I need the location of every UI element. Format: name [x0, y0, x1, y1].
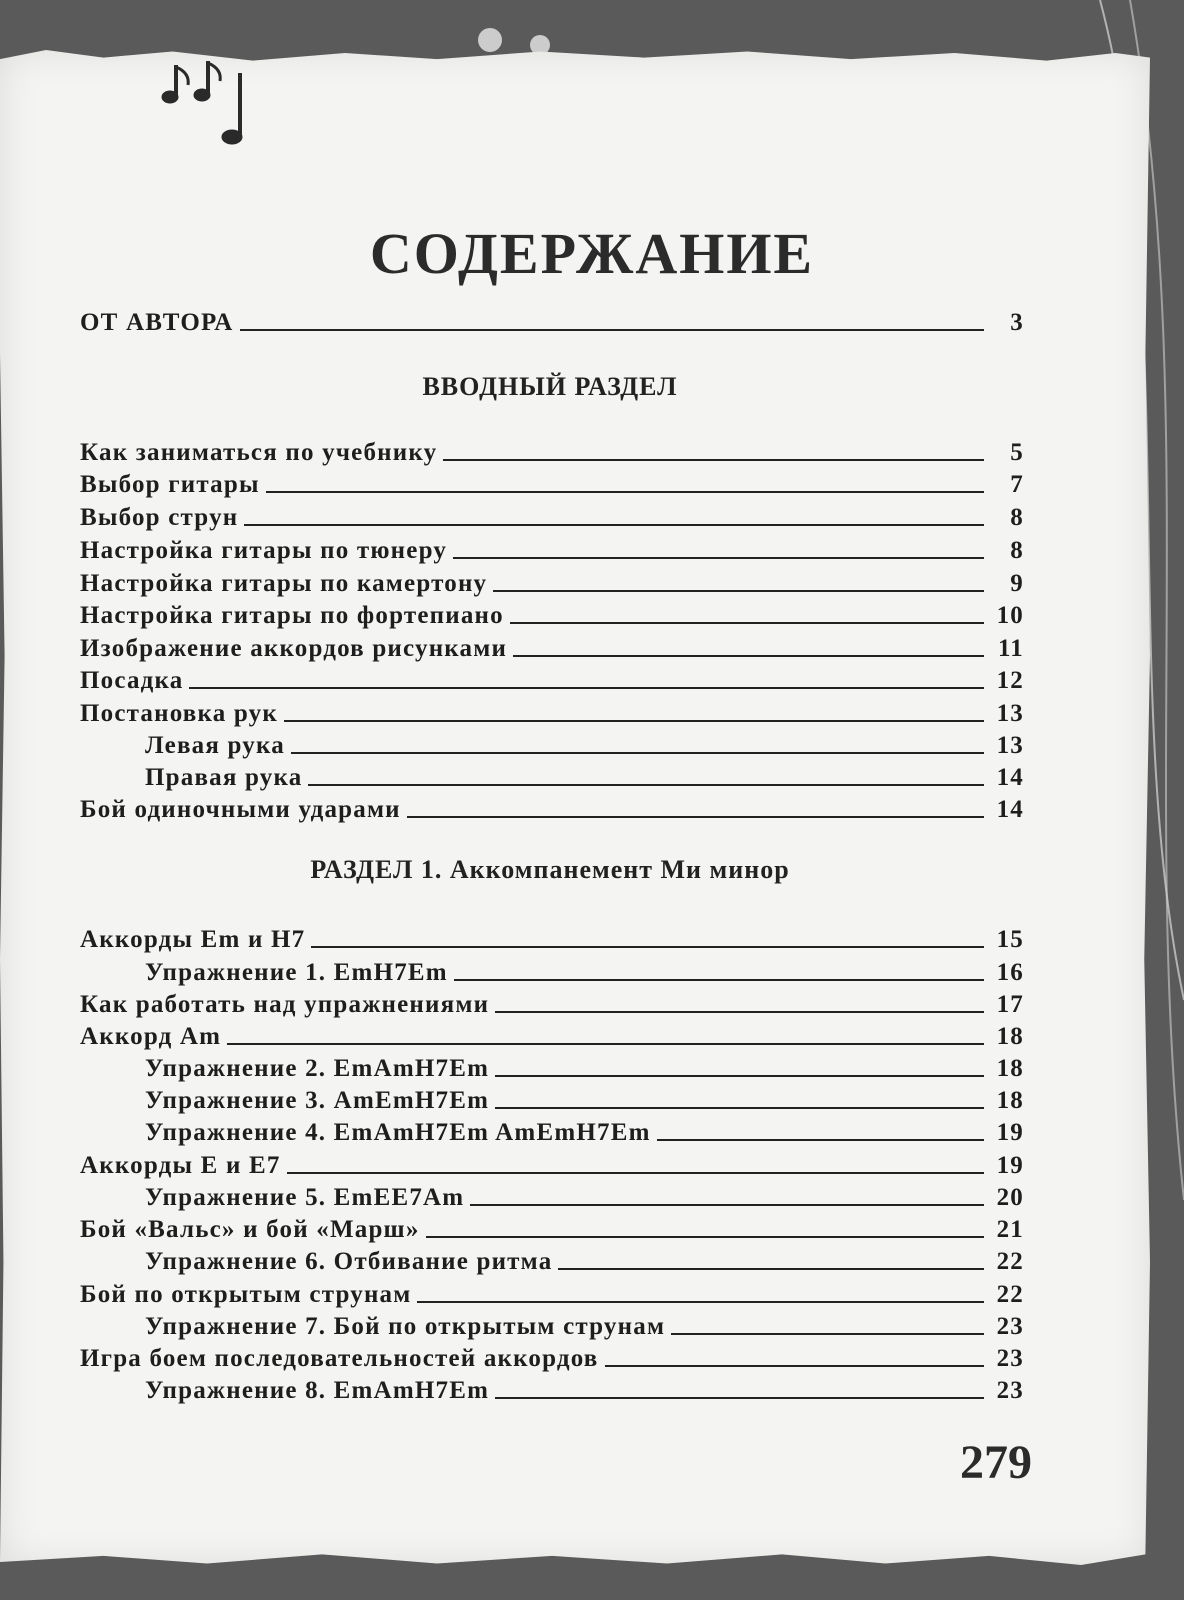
toc-entry[interactable]: [145, 955, 1024, 987]
toc-entry[interactable]: [80, 566, 1024, 598]
toc-entry[interactable]: [145, 1244, 1024, 1276]
toc-entry-page: 3: [1010, 309, 1024, 336]
toc-entry-page: 18: [996, 1055, 1024, 1082]
toc-entry-page: 17: [996, 991, 1024, 1018]
toc-entry-label: Как заниматься по учебнику: [80, 439, 438, 466]
toc-entry-page: 16: [996, 959, 1024, 986]
toc-entry-label: Аккорд Am: [80, 1023, 222, 1050]
toc-leader-line: [287, 1172, 984, 1174]
toc-entry-label: Упражнение 7. Бой по открытым струнам: [145, 1313, 666, 1340]
toc-leader-line: [189, 687, 984, 689]
toc-entry-page: 22: [996, 1281, 1024, 1308]
toc-entry-label: Выбор гитары: [80, 471, 260, 498]
toc-entry[interactable]: [80, 1212, 1024, 1244]
toc-entry-page: 23: [996, 1345, 1024, 1372]
toc-entry-label: Настройка гитары по тюнеру: [80, 537, 448, 564]
toc-entry-page: 13: [996, 700, 1024, 727]
toc-entry[interactable]: [80, 467, 1024, 499]
section-heading: РАЗДЕЛ 1. Аккомпанемент Ми минор: [310, 855, 790, 884]
toc-entry-page: 18: [996, 1087, 1024, 1114]
toc-entry-label: Аккорды Em и H7: [80, 926, 306, 953]
toc-entry[interactable]: [80, 533, 1024, 565]
toc-entry[interactable]: [80, 792, 1024, 824]
toc-entry[interactable]: [145, 1373, 1024, 1405]
toc-entry-label: Упражнение 3. AmEmH7Em: [145, 1087, 490, 1114]
toc-entry[interactable]: [80, 987, 1024, 1019]
toc-leader-line: [510, 622, 984, 624]
toc-entry-page: 14: [996, 764, 1024, 791]
toc-entry-page: 22: [996, 1248, 1024, 1275]
toc-entry-page: 19: [996, 1119, 1024, 1146]
toc-entry[interactable]: [80, 305, 1024, 337]
toc-entry-label: Игра боем последовательностей аккордов: [80, 1345, 599, 1372]
toc-leader-line: [443, 459, 984, 461]
toc-entry-label: Правая рука: [145, 764, 303, 791]
toc-entry-page: 12: [996, 667, 1024, 694]
toc-leader-line: [426, 1236, 984, 1238]
toc-entry[interactable]: [80, 1019, 1024, 1051]
toc-leader-line: [240, 329, 985, 331]
toc-leader-line: [266, 491, 984, 493]
toc-leader-line: [470, 1204, 984, 1206]
toc-leader-line: [453, 557, 984, 559]
toc-entry[interactable]: [80, 435, 1024, 467]
toc-entry-page: 23: [996, 1377, 1024, 1404]
toc-leader-line: [227, 1043, 984, 1045]
toc-entry-page: 10: [996, 602, 1024, 629]
section-heading: ВВОДНЫЙ РАЗДЕЛ: [422, 372, 678, 401]
toc-entry-label: Как работать над упражнениями: [80, 991, 490, 1018]
toc-entry-label: Бой по открытым струнам: [80, 1281, 412, 1308]
toc-leader-line: [495, 1107, 984, 1109]
toc-entry[interactable]: [80, 922, 1024, 954]
page-title: СОДЕРЖАНИЕ: [369, 221, 815, 286]
toc-entry-label: Настройка гитары по фортепиано: [80, 602, 504, 629]
toc-entry-page: 9: [1010, 570, 1024, 597]
toc-leader-line: [605, 1365, 984, 1367]
toc-entry-page: 20: [996, 1184, 1024, 1211]
toc-entry[interactable]: [145, 728, 1024, 760]
toc-entry-label: Левая рука: [145, 732, 285, 759]
toc-leader-line: [284, 720, 984, 722]
toc-entry[interactable]: [80, 500, 1024, 532]
toc-leader-line: [417, 1301, 984, 1303]
toc-entry[interactable]: [80, 663, 1024, 695]
toc-leader-line: [493, 590, 984, 592]
toc-entry-label: Выбор струн: [80, 504, 239, 531]
page-number: 279: [960, 1436, 1032, 1489]
toc-entry[interactable]: [145, 1051, 1024, 1083]
toc-entry-label: Аккорды E и E7: [80, 1152, 281, 1179]
toc-leader-line: [495, 1397, 984, 1399]
toc-entry-label: Упражнение 6. Отбивание ритма: [145, 1248, 553, 1275]
toc-entry-page: 11: [997, 635, 1024, 662]
toc-entry-label: Упражнение 1. EmH7Em: [145, 959, 448, 986]
toc-entry-page: 23: [996, 1313, 1024, 1340]
toc-entry[interactable]: [145, 1180, 1024, 1212]
toc-entry-page: 15: [996, 926, 1024, 953]
toc-leader-line: [495, 1011, 984, 1013]
toc-entry-label: Упражнение 8. EmAmH7Em: [145, 1377, 490, 1404]
toc-entry-page: 8: [1010, 537, 1024, 564]
toc-entry[interactable]: [145, 1115, 1024, 1147]
toc-entry-label: Упражнение 5. EmEE7Am: [145, 1184, 465, 1211]
toc-leader-line: [454, 979, 984, 981]
toc-entry-page: 18: [996, 1023, 1024, 1050]
music-notes-icon: [160, 55, 260, 145]
toc-entry-page: 8: [1010, 504, 1024, 531]
toc-leader-line: [495, 1075, 984, 1077]
toc-entry[interactable]: [80, 631, 1024, 663]
toc-entry-page: 21: [996, 1216, 1024, 1243]
toc-leader-line: [657, 1139, 984, 1141]
toc-entry-label: Упражнение 4. EmAmH7Em AmEmH7Em: [145, 1119, 651, 1146]
toc-entry[interactable]: [145, 1309, 1024, 1341]
toc-entry-label: Бой «Вальс» и бой «Марш»: [80, 1216, 420, 1243]
toc-entry[interactable]: [145, 1083, 1024, 1115]
toc-entry[interactable]: [80, 598, 1024, 630]
toc-leader-line: [407, 816, 984, 818]
toc-entry[interactable]: [80, 1148, 1024, 1180]
toc-entry-label: Упражнение 2. EmAmH7Em: [145, 1055, 490, 1082]
toc-entry-label: Изображение аккордов рисунками: [80, 635, 508, 662]
toc-entry-label: Бой одиночными ударами: [80, 796, 401, 823]
toc-entry-label: Постановка рук: [80, 700, 278, 727]
toc-leader-line: [291, 752, 984, 754]
toc-leader-line: [244, 524, 984, 526]
toc-entry[interactable]: [80, 1277, 1024, 1309]
toc-entry-page: 5: [1010, 439, 1024, 466]
toc-entry-page: 14: [996, 796, 1024, 823]
toc-leader-line: [671, 1333, 984, 1335]
toc-entry-label: Настройка гитары по камертону: [80, 570, 488, 597]
toc-entry-page: 13: [996, 732, 1024, 759]
toc-entry[interactable]: [80, 1341, 1024, 1373]
toc-leader-line: [513, 655, 984, 657]
toc-entry[interactable]: [80, 696, 1024, 728]
toc-leader-line: [308, 784, 984, 786]
toc-entry-label: ОТ АВТОРА: [80, 309, 234, 336]
toc-entry-page: 19: [996, 1152, 1024, 1179]
toc-entry-page: 7: [1010, 471, 1024, 498]
toc-leader-line: [558, 1268, 984, 1270]
toc-leader-line: [311, 946, 984, 948]
toc-entry[interactable]: [145, 760, 1024, 792]
toc-entry-label: Посадка: [80, 667, 184, 694]
